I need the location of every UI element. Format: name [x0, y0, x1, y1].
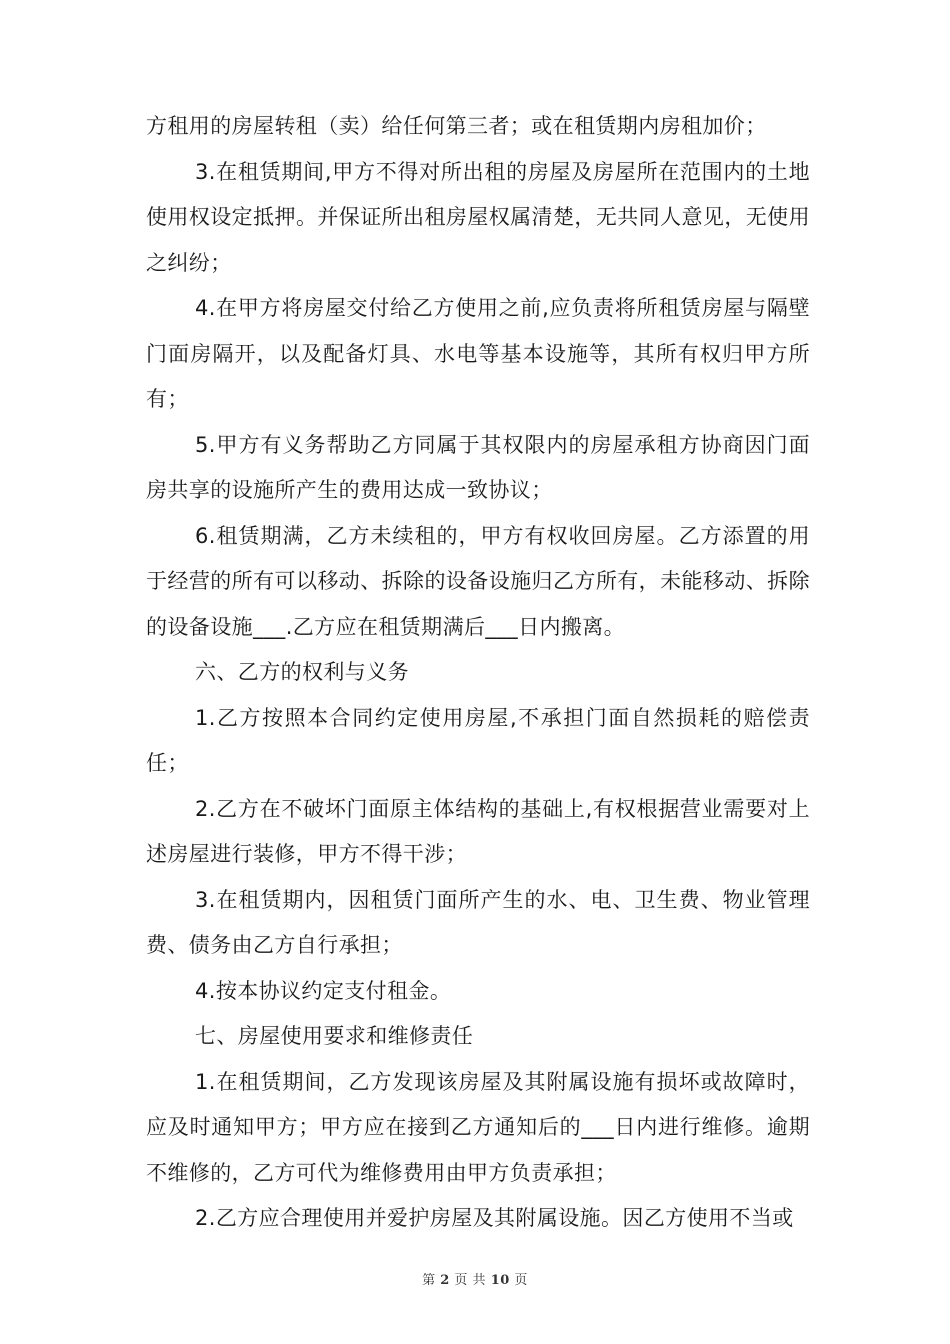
section-heading-6: 六、乙方的权利与义务: [195, 660, 409, 684]
paragraph-clause-3: 3.在租赁期间,甲方不得对所出租的房屋及房屋所在范围内的土地使用权设定抵押。并保证所出租房屋权属清楚，无共同人意见，无使用之纠纷；: [146, 159, 810, 275]
paragraph-tenant-clause-1: 1.乙方按照本合同约定使用房屋,不承担门面自然损耗的赔偿责任；: [146, 705, 810, 775]
footer-total-pages: 10: [490, 1273, 510, 1288]
paragraph-continuation: 方租用的房屋转租（卖）给任何第三者；或在租赁期内房租加价；: [146, 114, 767, 138]
paragraph-tenant-clause-3: 3.在租赁期内，因租赁门面所产生的水、电、卫生费、物业管理费、债务由乙方自行承担；: [146, 887, 810, 957]
page-footer: [0, 1269, 950, 1288]
footer-prefix: 第: [422, 1273, 436, 1288]
paragraph-repair-clause-1: 1.在租赁期间，乙方发现该房屋及其附属设施有损坏或故障时，应及时通知甲方；甲方应在接到乙方通知后的___日内进行维修。逾期不维修的，乙方可代为维修费用由甲方负责承担；: [146, 1069, 810, 1185]
paragraph-repair-clause-2: 2.乙方应合理使用并爱护房屋及其附属设施。因乙方使用不当或: [195, 1206, 794, 1230]
paragraph-clause-6: 6.租赁期满，乙方未续租的，甲方有权收回房屋。乙方添置的用于经营的所有可以移动、拆除的设备设施归乙方所有，未能移动、拆除的设备设施___.乙方应在租赁期满后___日内搬离。: [146, 523, 810, 639]
footer-suffix: 页: [514, 1273, 528, 1288]
paragraph-clause-5: 5.甲方有义务帮助乙方同属于其权限内的房屋承租方协商因门面房共享的设施所产生的费用达成一致协议；: [146, 432, 810, 502]
document-body: [146, 104, 810, 1242]
footer-current-page: 2: [440, 1273, 450, 1288]
paragraph-clause-4: 4.在甲方将房屋交付给乙方使用之前,应负责将所租赁房屋与隔壁门面房隔开，以及配备灯具、水电等基本设施等，其所有权归甲方所有；: [146, 296, 810, 411]
paragraph-tenant-clause-4: 4.按本协议约定支付租金。: [195, 978, 452, 1003]
paragraph-tenant-clause-2: 2.乙方在不破坏门面原主体结构的基础上,有权根据营业需要对上述房屋进行装修，甲方不得干涉；: [146, 796, 810, 866]
footer-middle: 页 共: [454, 1273, 487, 1288]
section-heading-7: 七、房屋使用要求和维修责任: [195, 1024, 474, 1048]
